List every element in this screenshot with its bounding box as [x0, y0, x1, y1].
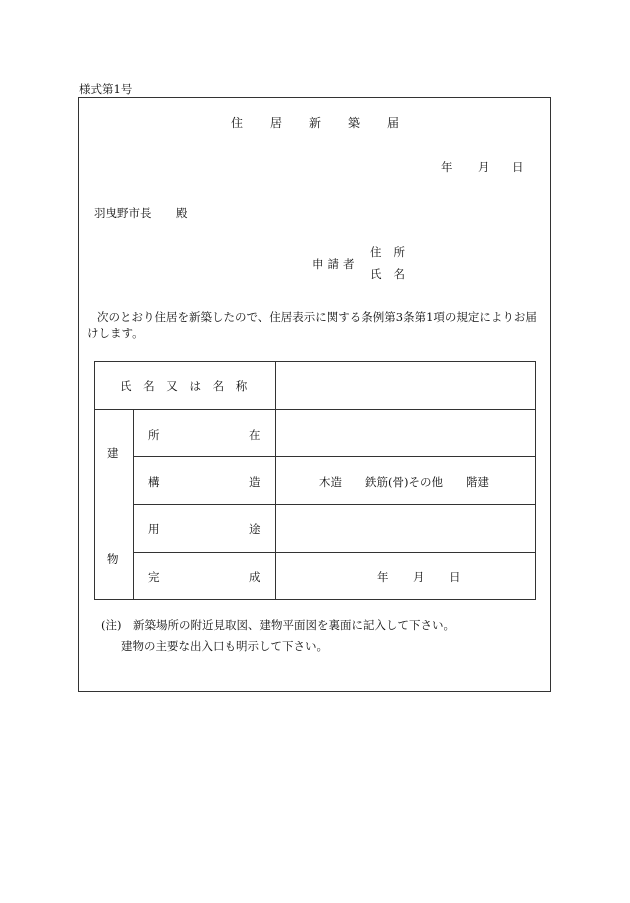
location-input[interactable]: [280, 412, 532, 454]
completion-label-right: 成: [249, 570, 261, 584]
applicant-address-label: 住所: [370, 245, 417, 259]
usage-label-left: 用: [148, 522, 160, 536]
table-row-divider: [94, 409, 536, 410]
table-row-divider: [133, 504, 536, 505]
addressee: 羽曳野市長: [94, 206, 152, 220]
building-label-bottom: 物: [107, 552, 119, 566]
usage-label-right: 途: [249, 522, 261, 536]
building-label-top: 建: [107, 446, 119, 460]
date-month-label: 月: [478, 160, 490, 174]
name-input[interactable]: [280, 364, 532, 406]
date-year-label: 年: [441, 160, 453, 174]
table-row-divider: [133, 552, 536, 553]
body-text: 次のとおり住居を新築したので、住居表示に関する条例第3条第1項の規定によりお届けします。: [87, 310, 537, 340]
completion-label-left: 完: [148, 570, 160, 584]
date-day-label: 日: [512, 160, 524, 174]
usage-input[interactable]: [280, 507, 532, 549]
structure-value[interactable]: 木造 鉄筋(骨)その他 階建: [319, 475, 489, 489]
location-label-right: 在: [249, 428, 261, 442]
table-col-divider: [133, 409, 134, 600]
location-label-left: 所: [148, 428, 160, 442]
structure-label-right: 造: [249, 475, 261, 489]
form-number: 様式第1号: [79, 82, 133, 96]
structure-label-left: 構: [148, 475, 160, 489]
table-col-divider: [275, 361, 276, 600]
completion-month: 月: [413, 570, 425, 584]
note-line-2: 建物の主要な出入口も明示して下さい。: [121, 639, 328, 653]
note-line-1: (注) 新築場所の附近見取図、建物平面図を裏面に記入して下さい。: [101, 618, 455, 632]
completion-day: 日: [449, 570, 461, 584]
completion-year: 年: [377, 570, 389, 584]
applicant-label: 申請者: [312, 257, 359, 271]
honorific: 殿: [176, 206, 188, 220]
applicant-name-label: 氏名: [370, 267, 417, 281]
table-row-divider: [133, 456, 536, 457]
name-row-label: 氏 名 又 は 名 称: [120, 379, 252, 393]
form-title: 住居新築届: [230, 116, 426, 130]
